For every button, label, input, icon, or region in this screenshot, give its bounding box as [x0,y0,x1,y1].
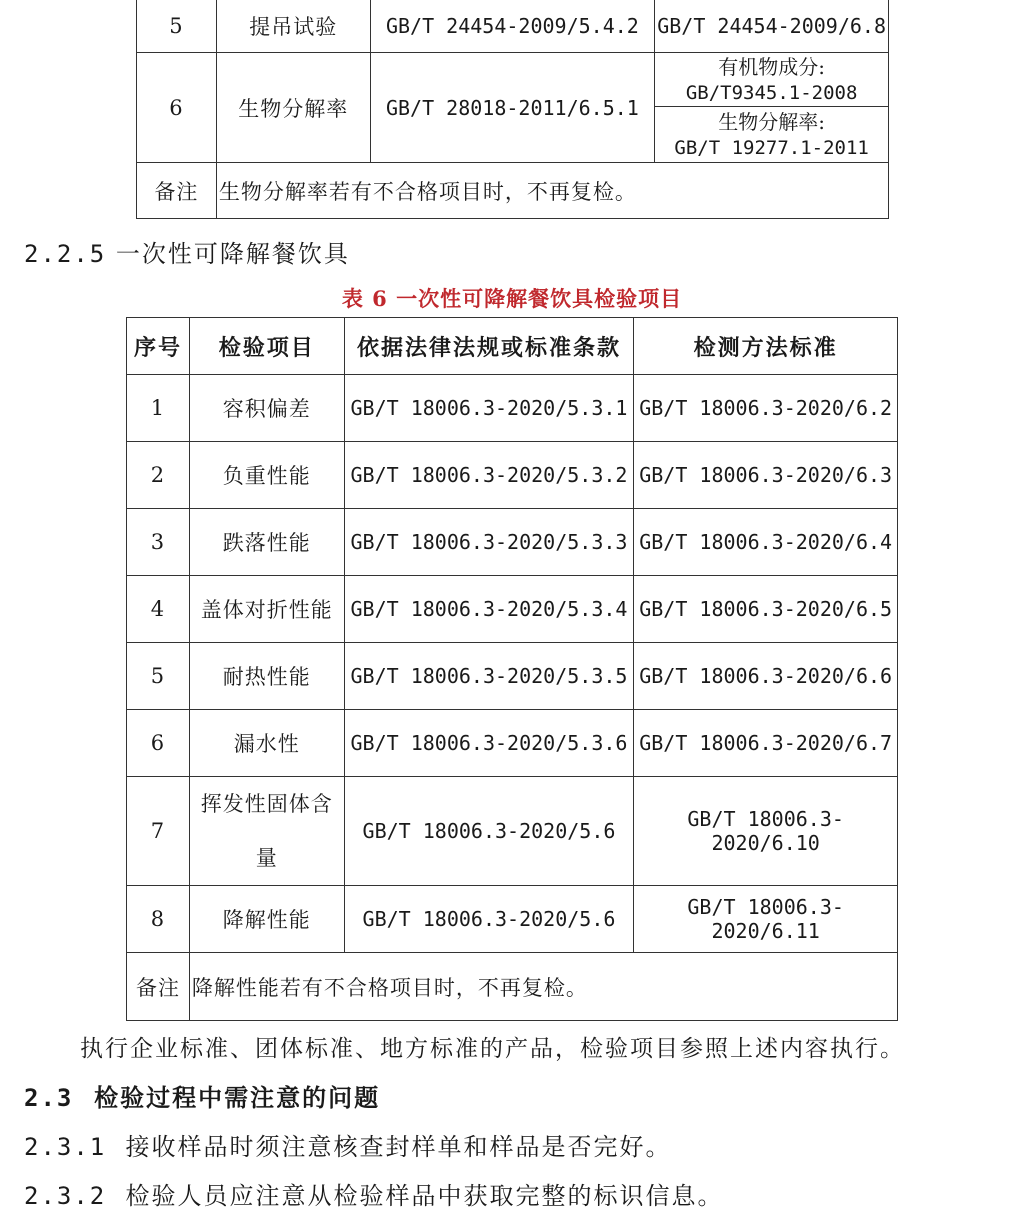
inspection-item: 容积偏差 [189,375,344,442]
table-row [127,710,898,777]
standard-clause: GB/T 18006.3-2020/5.3.1 [344,375,634,442]
table-row [127,509,898,576]
row-number: 3 [127,509,190,576]
body-paragraph: 执行企业标准、团体标准、地方标准的产品，检验项目参照上述内容执行。 [80,1036,905,1062]
inspection-item: 漏水性 [189,710,344,777]
inspection-item: 耐热性能 [189,643,344,710]
test-method: GB/T 24454-2009/6.8 [655,0,889,53]
standard-clause: GB/T 28018-2011/6.5.1 [370,53,655,163]
test-method-biodegradation [655,107,889,163]
section-title: 一次性可降解餐饮具 [115,240,350,268]
inspection-item: 提吊试验 [216,0,370,53]
section-text: 接收样品时须注意核查封样单和样品是否完好。 [125,1133,672,1161]
row-number: 7 [127,777,190,886]
header-item: 检验项目 [189,318,344,375]
section-2-3-2 [24,1176,724,1211]
table-row [127,886,898,953]
table-row [137,53,889,107]
table-header-row [127,318,898,375]
item-line: 量 [255,846,278,870]
table-row [137,0,889,53]
table-row [127,643,898,710]
table-row [127,777,898,886]
remark-row [127,953,898,1021]
standard-clause: GB/T 18006.3-2020/5.3.6 [344,710,634,777]
standard-clause: GB/T 18006.3-2020/5.3.2 [344,442,634,509]
standard-clause: GB/T 18006.3-2020/5.6 [344,777,634,886]
table-6-caption: 表 6 一次性可降解餐饮具检验项目 [341,286,683,311]
remark-text: 生物分解率若有不合格项目时，不再复检。 [216,163,888,219]
standard-clause: GB/T 18006.3-2020/5.3.4 [344,576,634,643]
row-number: 6 [137,53,217,163]
standard-clause: GB/T 18006.3-2020/5.6 [344,886,634,953]
row-number: 2 [127,442,190,509]
inspection-item [189,777,344,886]
test-method: GB/T 18006.3-2020/6.3 [634,442,898,509]
table-5-continued [136,0,889,219]
method-label: 生物分解率: [718,109,825,134]
section-number: 2.3 [24,1084,74,1112]
row-number: 4 [127,576,190,643]
section-heading-2-2-5 [24,234,350,269]
section-text: 检验人员应注意从检验样品中获取完整的标识信息。 [125,1182,724,1210]
section-2-3-1 [24,1127,672,1162]
section-number: 2.3.2 [24,1182,107,1210]
standard-clause: GB/T 18006.3-2020/5.3.5 [344,643,634,710]
row-number: 1 [127,375,190,442]
row-number: 5 [137,0,217,53]
test-method-organic [655,53,889,107]
row-number: 5 [127,643,190,710]
table-row [127,442,898,509]
method-value: GB/T 19277.1-2011 [674,136,869,159]
table-row [127,576,898,643]
section-number: 2.2.5 [24,240,107,268]
inspection-item: 盖体对折性能 [189,576,344,643]
test-method: GB/T 18006.3-2020/6.10 [634,777,898,886]
section-title: 检验过程中需注意的问题 [94,1083,381,1112]
section-number: 2.3.1 [24,1133,107,1161]
test-method: GB/T 18006.3-2020/6.11 [634,886,898,953]
method-label: 有机物成分: [718,54,825,79]
test-method: GB/T 18006.3-2020/6.6 [634,643,898,710]
table-6 [126,317,898,1021]
test-method: GB/T 18006.3-2020/6.7 [634,710,898,777]
item-line: 挥发性固体含 [200,792,333,816]
standard-clause: GB/T 18006.3-2020/5.3.3 [344,509,634,576]
inspection-item: 负重性能 [189,442,344,509]
inspection-item: 跌落性能 [189,509,344,576]
header-number: 序号 [127,318,190,375]
remark-row [137,163,889,219]
method-value: GB/T9345.1-2008 [685,81,858,104]
inspection-item: 降解性能 [189,886,344,953]
header-clause: 依据法律法规或标准条款 [344,318,634,375]
row-number: 6 [127,710,190,777]
standard-clause: GB/T 24454-2009/5.4.2 [370,0,655,53]
test-method: GB/T 18006.3-2020/6.4 [634,509,898,576]
remark-text: 降解性能若有不合格项目时，不再复检。 [189,953,897,1021]
remark-label: 备注 [137,163,217,219]
table-row [127,375,898,442]
inspection-item: 生物分解率 [216,53,370,163]
test-method: GB/T 18006.3-2020/6.5 [634,576,898,643]
section-heading-2-3 [24,1078,380,1113]
remark-label: 备注 [127,953,190,1021]
header-method: 检测方法标准 [634,318,898,375]
row-number: 8 [127,886,190,953]
test-method: GB/T 18006.3-2020/6.2 [634,375,898,442]
